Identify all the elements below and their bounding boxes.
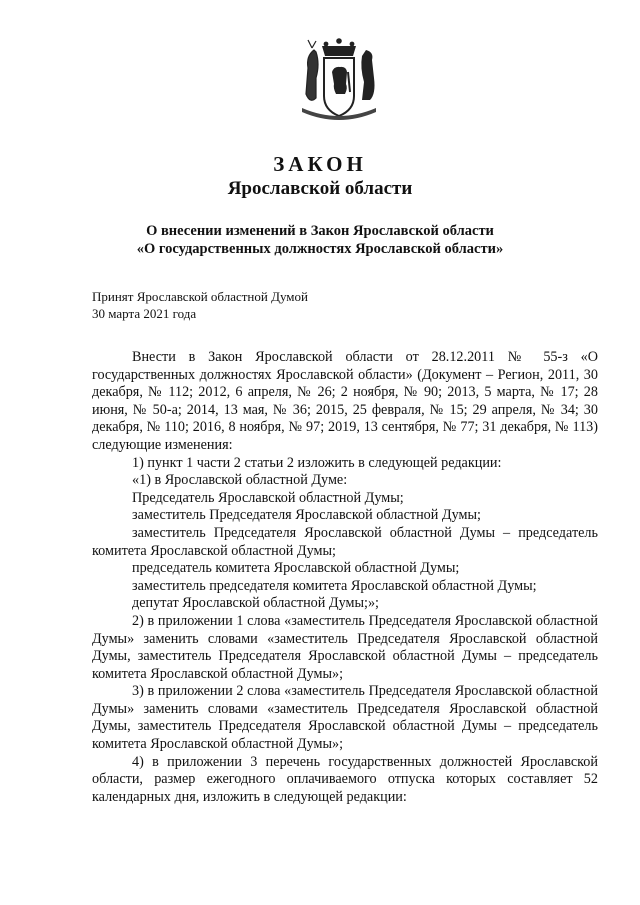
body-paragraph: «1) в Ярославской областной Думе: [132,472,348,489]
body-paragraph: заместитель Председателя Ярославской областной Думы; [132,507,481,524]
adoption-line: Принят Ярославской областной Думой [92,289,308,304]
body-paragraph: 2) в приложении 1 слова «заместитель Председателя Ярославской областной Думы» заменить словами «заместитель Председателя Ярославской областной Думы, заместитель Председателя Ярославской областной Думы – председатель комитета Ярославской областной Думы»; [92,612,598,682]
region-title: Ярославской области [227,178,413,199]
body-paragraph: заместитель председателя комитета Ярославской областной Думы; [132,577,537,594]
body-paragraph: депутат Ярославской областной Думы;»; [132,595,379,612]
adoption-date: 30 марта 2021 года [92,306,197,321]
body-paragraph: заместитель Председателя Ярославской областной Думы – председатель комитета Ярославской областной Думы; [92,524,598,559]
law-body [92,349,598,806]
adoption-note [92,288,308,322]
body-paragraph: Внести в Закон Ярославской области от 28.12.2011 № 55-з «О государственных должностях Ярославской области» (Документ – Регион, 2011, 30 декабря, № 112; 2012, 6 апреля, № 26; 2 ноября, № 90; 2013, 5 марта, № 17; 28 июня, № 50-а; 2014, 13 мая, № 36; 2015, 25 февраля, № 15; 29 апреля, № 34; 30 декабря, № 110; 2016, 8 ноября, № 97; 2019, 13 сентября, № 77; 31 декабря, № 113) следующие изменения: [92,349,598,453]
document-type-title: ЗАКОН [273,152,367,176]
law-subject-line-1: О внесении изменений в Закон Ярославской области [146,223,494,239]
body-paragraph: 3) в приложении 2 слова «заместитель Председателя Ярославской областной Думы» заменить словами «заместитель Председателя Ярославской областной Думы, заместитель Председателя Ярославской областной Думы – председатель комитета Ярославской областной Думы»; [92,683,598,753]
law-subject-line-2: «О государственных должностях Ярославской области» [136,241,504,257]
body-paragraph: 4) в приложении 3 перечень государственных должностей Ярославской области, размер ежегодного оплачиваемого отпуска которых составляет 52 календарных дня, изложить в следующей редакции: [92,753,598,805]
body-paragraph: 1) пункт 1 части 2 статьи 2 изложить в следующей редакции: [132,454,502,471]
body-paragraph: председатель комитета Ярославской областной Думы; [132,560,460,577]
coat-of-arms-emblem [292,38,386,124]
body-paragraph: Председатель Ярославской областной Думы; [132,489,404,506]
